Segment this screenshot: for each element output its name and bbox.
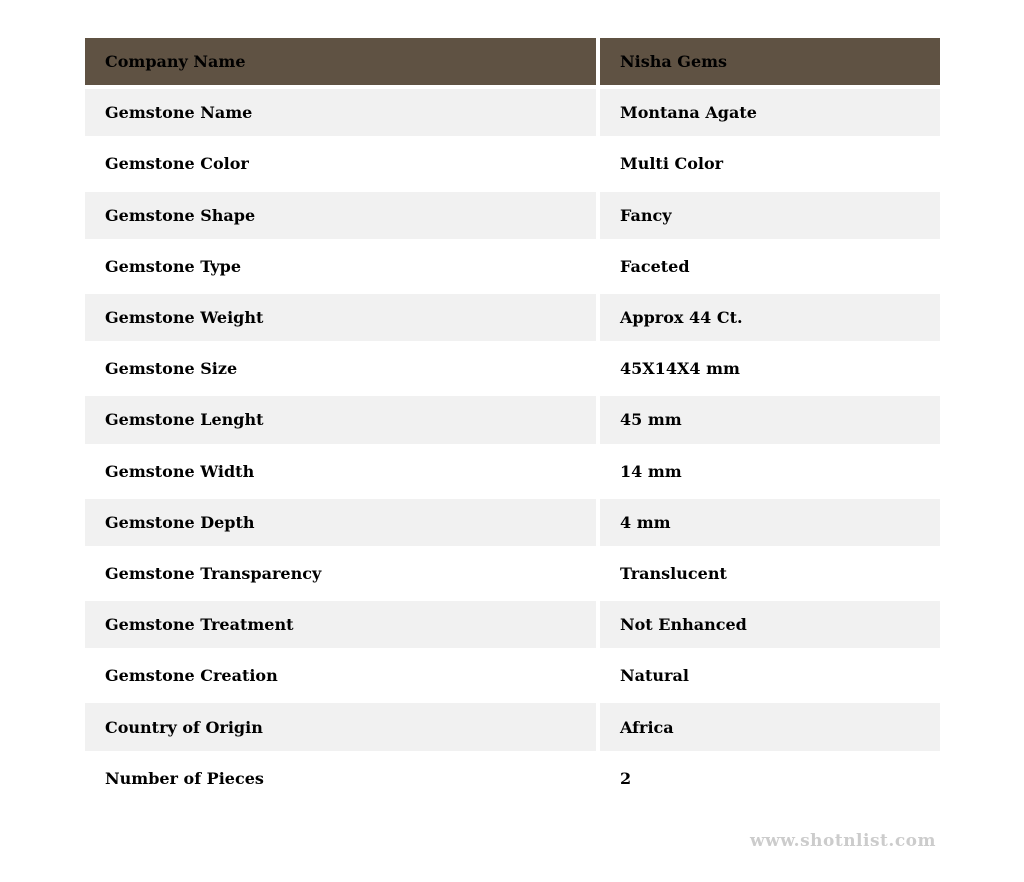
row-label-gemstone-shape: Gemstone Shape (85, 192, 596, 239)
gemstone-spec-table (85, 38, 940, 802)
watermark-text: www.shotnlist.com (749, 831, 936, 851)
row-value-gemstone-weight: Approx 44 Ct. (600, 294, 940, 341)
row-label-gemstone-lenght: Gemstone Lenght (85, 396, 596, 443)
row-label-gemstone-creation: Gemstone Creation (85, 652, 596, 699)
row-label-country-of-origin: Country of Origin (85, 703, 596, 750)
row-label-gemstone-weight: Gemstone Weight (85, 294, 596, 341)
row-label-gemstone-width: Gemstone Width (85, 448, 596, 495)
row-value-gemstone-lenght: 45 mm (600, 396, 940, 443)
row-label-gemstone-size: Gemstone Size (85, 345, 596, 392)
row-value-gemstone-width: 14 mm (600, 448, 940, 495)
row-value-gemstone-depth: 4 mm (600, 499, 940, 546)
row-value-gemstone-creation: Natural (600, 652, 940, 699)
row-value-country-of-origin: Africa (600, 703, 940, 750)
row-label-gemstone-color: Gemstone Color (85, 140, 596, 187)
table-header-value: Nisha Gems (600, 38, 940, 85)
row-value-gemstone-transparency: Translucent (600, 550, 940, 597)
row-value-gemstone-name: Montana Agate (600, 89, 940, 136)
row-value-gemstone-size: 45X14X4 mm (600, 345, 940, 392)
row-value-gemstone-color: Multi Color (600, 140, 940, 187)
row-label-gemstone-depth: Gemstone Depth (85, 499, 596, 546)
row-value-gemstone-type: Faceted (600, 243, 940, 290)
row-label-gemstone-transparency: Gemstone Transparency (85, 550, 596, 597)
row-label-gemstone-type: Gemstone Type (85, 243, 596, 290)
row-value-gemstone-shape: Fancy (600, 192, 940, 239)
row-label-number-of-pieces: Number of Pieces (85, 755, 596, 802)
table-header-label: Company Name (85, 38, 596, 85)
row-value-gemstone-treatment: Not Enhanced (600, 601, 940, 648)
row-label-gemstone-treatment: Gemstone Treatment (85, 601, 596, 648)
row-value-number-of-pieces: 2 (600, 755, 940, 802)
row-label-gemstone-name: Gemstone Name (85, 89, 596, 136)
